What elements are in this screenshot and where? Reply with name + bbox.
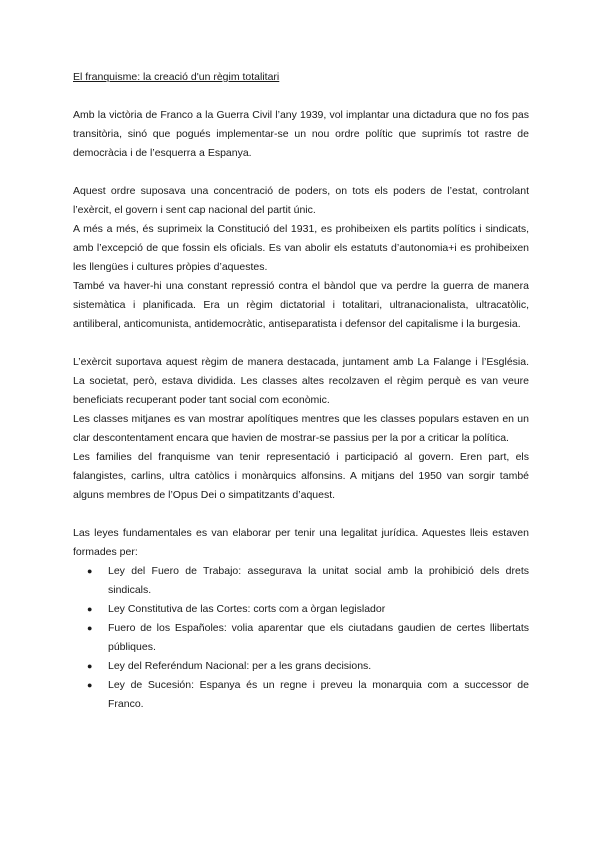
paragraph: També va haver-hi una constant repressió contra el bàndol que va perdre la guerra de manera sistemàtica i planificada. Era un règim dictatorial i totalitari, ultranacionalista, ultracatòlic, antiliberal, anticomunista, antidemocràtic, antiseparatista i defensor del capitalisme i la burgesia. — [73, 280, 529, 330]
document-title: El franquisme: la creació d'un règim totalitari — [73, 71, 280, 83]
list-item-text: Ley Constitutiva de las Cortes: corts com a òrgan legislador — [108, 603, 386, 615]
paragraph-gap — [73, 334, 529, 353]
list-item — [73, 657, 529, 676]
bullet-icon: ● — [87, 604, 93, 614]
paragraph-gap — [73, 163, 529, 182]
paragraph: Les classes mitjanes es van mostrar apolítiques mentres que les classes populars estaven en un clar descontentament encara que havien de mostrar-se passius per la por a criticar la política. — [73, 413, 529, 444]
paragraph: L’exèrcit suportava aquest règim de manera destacada, juntament amb La Falange i l’Església. La societat, però, estava dividida. Les classes altes recolzaven el règim perquè es van veure beneficiats recuperant poder tant social com econòmic. — [73, 356, 529, 406]
list-item — [73, 600, 529, 619]
list-item — [73, 562, 529, 600]
list-item — [73, 619, 529, 657]
paragraph: Les families del franquisme van tenir representació i participació al govern. Eren part, els falangistes, carlins, ultra catòlics i monàrquics alfonsins. A mitjans del 1950 van sorgir també alguns membres de l’Opus Dei o simpatitzants d’aquest. — [73, 451, 529, 501]
list-item-text: Ley de Sucesión: Espanya és un regne i preveu la monarquia com a successor de Franco. — [108, 679, 529, 710]
paragraph: Amb la victòria de Franco a la Guerra Civil l’any 1939, vol implantar una dictadura que no fos pas transitòria, sinó que pogués implementar-se un nou ordre polític que suprimís tot rastre de democràcia i de l’esquerra a Espanya. — [73, 109, 529, 159]
laws-list — [73, 562, 529, 714]
paragraph: Aquest ordre suposava una concentració de poders, on tots els poders de l’estat, controlant l’exèrcit, el govern i sent cap nacional del partit únic. — [73, 185, 529, 216]
bullet-icon: ● — [87, 566, 93, 576]
document-page — [73, 68, 529, 714]
paragraph: Las leyes fundamentales es van elaborar per tenir una legalitat jurídica. Aquestes lleis estaven formades per: — [73, 527, 529, 558]
list-item-text: Fuero de los Españoles: volia aparentar que els ciutadans gaudien de certes llibertats públiques. — [108, 622, 529, 653]
list-item — [73, 676, 529, 714]
bullet-icon: ● — [87, 661, 93, 671]
bullet-icon: ● — [87, 680, 93, 690]
paragraph: A més a més, és suprimeix la Constitució del 1931, es prohibeixen els partits polítics i sindicats, amb l’excepció de que fossin els oficials. Es van abolir els estatuts d’autonomia+i es prohibeixen les llengües i cultures pròpies d’aquestes. — [73, 223, 529, 273]
list-item-text: Ley del Referéndum Nacional: per a les grans decisions. — [108, 660, 372, 672]
list-item-text: Ley del Fuero de Trabajo: assegurava la unitat social amb la prohibició dels drets sindicals. — [108, 565, 529, 596]
paragraph-gap — [73, 505, 529, 524]
bullet-icon: ● — [87, 623, 93, 633]
